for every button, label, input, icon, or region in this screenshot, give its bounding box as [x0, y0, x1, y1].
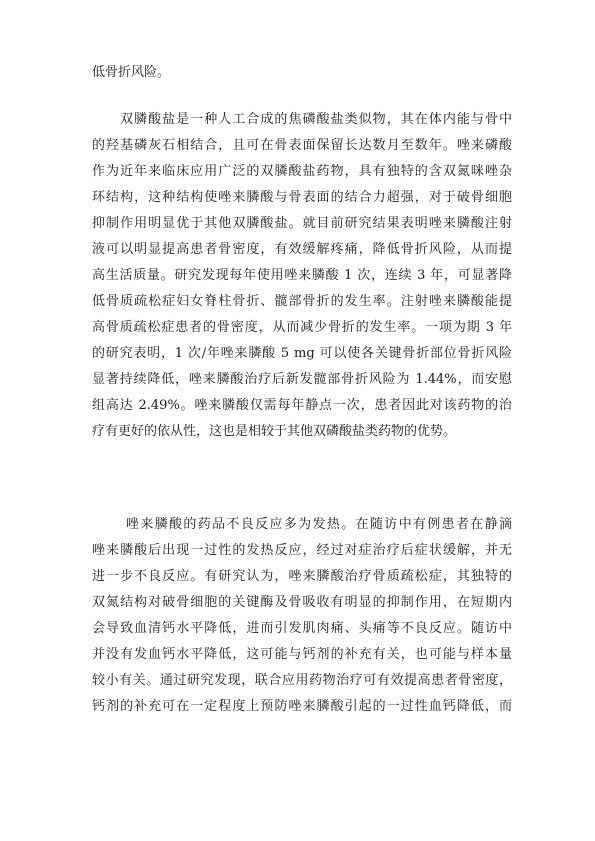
text-line: 唑来膦酸后出现一过性的发热反应，经过对症治疗后症状缓解，并无: [92, 543, 512, 558]
text-line: 的羟基磷灰石相结合，且可在骨表面保留长达数月至数年。唑来磷酸: [92, 138, 512, 153]
text-line: 组高达 2.49%。唑来膦酸仅需每年静点一次，患者因此对该药物的治: [92, 398, 512, 413]
text-line: 双氮结构对破骨细胞的关键酶及骨吸收有明显的抑制作用，在短期内: [92, 595, 512, 610]
paragraph-continuation: [92, 60, 512, 86]
text-line: 的研究表明，1 次/年唑来膦酸 5 mg 可以使各关键骨折部位骨折风险: [92, 346, 512, 361]
text-line: 抑制作用明显优于其他双膦酸盐。就目前研究结果表明唑来膦酸注射: [92, 216, 512, 231]
text-line: 液可以明显提高患者骨密度，有效缓解疼痛，降低骨折风险，从而提: [92, 242, 512, 257]
paragraph-bisphosphonate: [92, 107, 512, 445]
paragraph-adverse-reactions: [92, 512, 512, 720]
text-line: 高骨质疏松症患者的骨密度，从而减少骨折的发生率。一项为期 3 年: [92, 320, 512, 335]
text-line: 唑来膦酸的药品不良反应多为发热。在随访中有例患者在静滴: [126, 517, 512, 532]
text-line: 双膦酸盐是一种人工合成的焦磷酸盐类似物，其在体内能与骨中: [120, 112, 512, 127]
text-line: 疗有更好的依从性，这也是相较于其他双磷酸盐类药物的优势。: [92, 424, 457, 439]
text-line: 较小有关。通过研究发现，联合应用药物治疗可有效提高患者骨密度，: [92, 673, 512, 688]
text-line: 作为近年来临床应用广泛的双膦酸盐药物，具有独特的含双氮咪唑杂: [92, 164, 512, 179]
text-line: 环结构，这种结构使唑来膦酸与骨表面的结合力超强，对于破骨细胞: [92, 190, 512, 205]
text-line: 显著持续降低，唑来膦酸治疗后新发髋部骨折风险为 1.44%，而安慰: [92, 372, 512, 387]
text-line: 钙剂的补充可在一定程度上预防唑来膦酸引起的一过性血钙降低，而: [92, 699, 512, 714]
text-line: 低骨质疏松症妇女脊柱骨折、髋部骨折的发生率。注射唑来膦酸能提: [92, 294, 512, 309]
text-line: 并没有发血钙水平降低，这可能与钙剂的补充有关，也可能与样本量: [92, 647, 512, 662]
text-line: 会导致血清钙水平降低，进而引发肌肉痛、头痛等不良反应。随访中: [92, 621, 512, 636]
text-line: 高生活质量。研究发现每年使用唑来膦酸 1 次，连续 3 年，可显著降: [92, 268, 512, 283]
text-line: 低骨折风险。: [92, 65, 171, 80]
text-line: 进一步不良反应。有研究认为，唑来膦酸治疗骨质疏松症，其独特的: [92, 569, 512, 584]
